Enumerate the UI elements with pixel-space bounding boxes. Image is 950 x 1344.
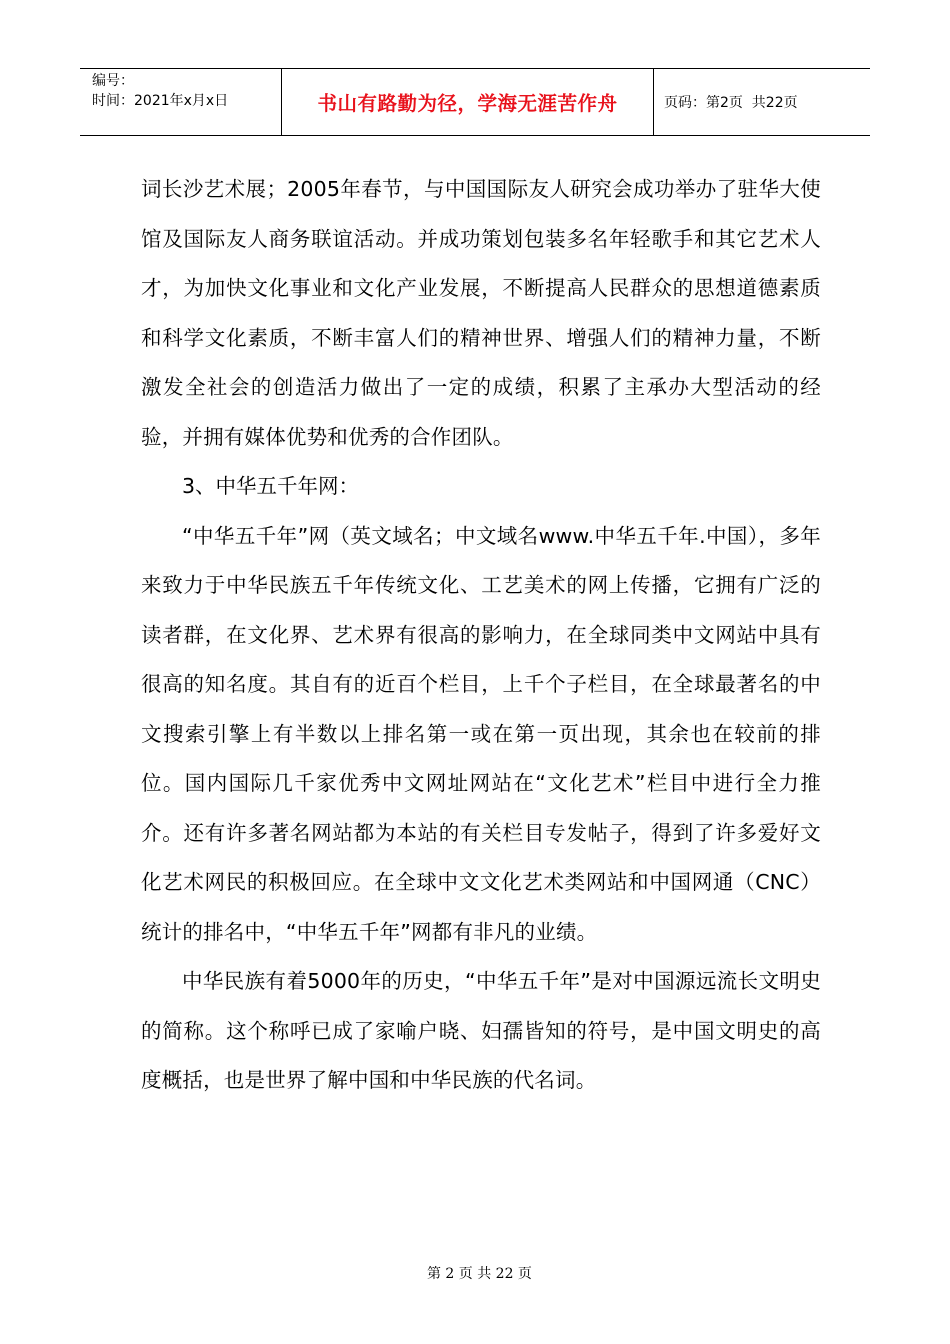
number-label: 编号：: [92, 73, 134, 89]
footer-page-number: 第 2 页 共 22 页: [426, 1266, 532, 1282]
motto-text: 书山有路勤为径，学海无涯苦作舟: [317, 92, 618, 115]
time-label: 时间：2021年x月x日: [92, 93, 229, 109]
paragraph-website: “中华五千年”网（英文域名；中文域名www.中华五千年.中国），多年来致力于中华民族五千年传统文化、工艺美术的网上传播，它拥有广泛的读者群，在文化界、艺术界有很高的影响力，在全球同类中文网站中具有很高的知名度。其自有的近百个栏目，上千个子栏目，在全球最著名的中文搜索引擎上有半数以上排名第一或在第一页出现，其余也在较前的排位。国内国际几千家优秀中文网址网站在“文化艺术”栏目中进行全力推介。还有许多著名网站都为本站的有关栏目专发帖子，得到了许多爱好文化艺术网民的积极回应。在全球中文文化艺术类网站和中国网通（CNC）统计的排名中，“中华五千年”网都有非凡的业绩。: [141, 523, 821, 944]
page-info: 页码：第2页 共22页: [664, 95, 798, 111]
header-meta-cell: [80, 69, 282, 135]
paragraph-history: 中华民族有着5000年的历史，“中华五千年”是对中国源远流长文明史的简称。这个称呼已成了家喻户晓、妇孺皆知的符号，是中国文明史的高度概括，也是世界了解中国和中华民族的代名词。: [141, 969, 821, 1092]
section-heading: 3、中华五千年网：: [182, 474, 360, 498]
document-header: [80, 68, 870, 136]
header-motto-cell: [282, 69, 654, 135]
page-footer: [0, 1247, 950, 1283]
paragraph-continued: 词长沙艺术展；2005年春节，与中国国际友人研究会成功举办了驻华大使馆及国际友人商务联谊活动。并成功策划包装多名年轻歌手和其它艺术人才，为加快文化事业和文化产业发展，不断提高人民群众的思想道德素质和科学文化素质，不断丰富人们的精神世界、增强人们的精神力量，不断激发全社会的创造活力做出了一定的成绩，积累了主承办大型活动的经验，并拥有媒体优势和优秀的合作团队。: [141, 177, 821, 449]
document-body: [141, 165, 821, 1106]
header-page-cell: [654, 69, 870, 135]
